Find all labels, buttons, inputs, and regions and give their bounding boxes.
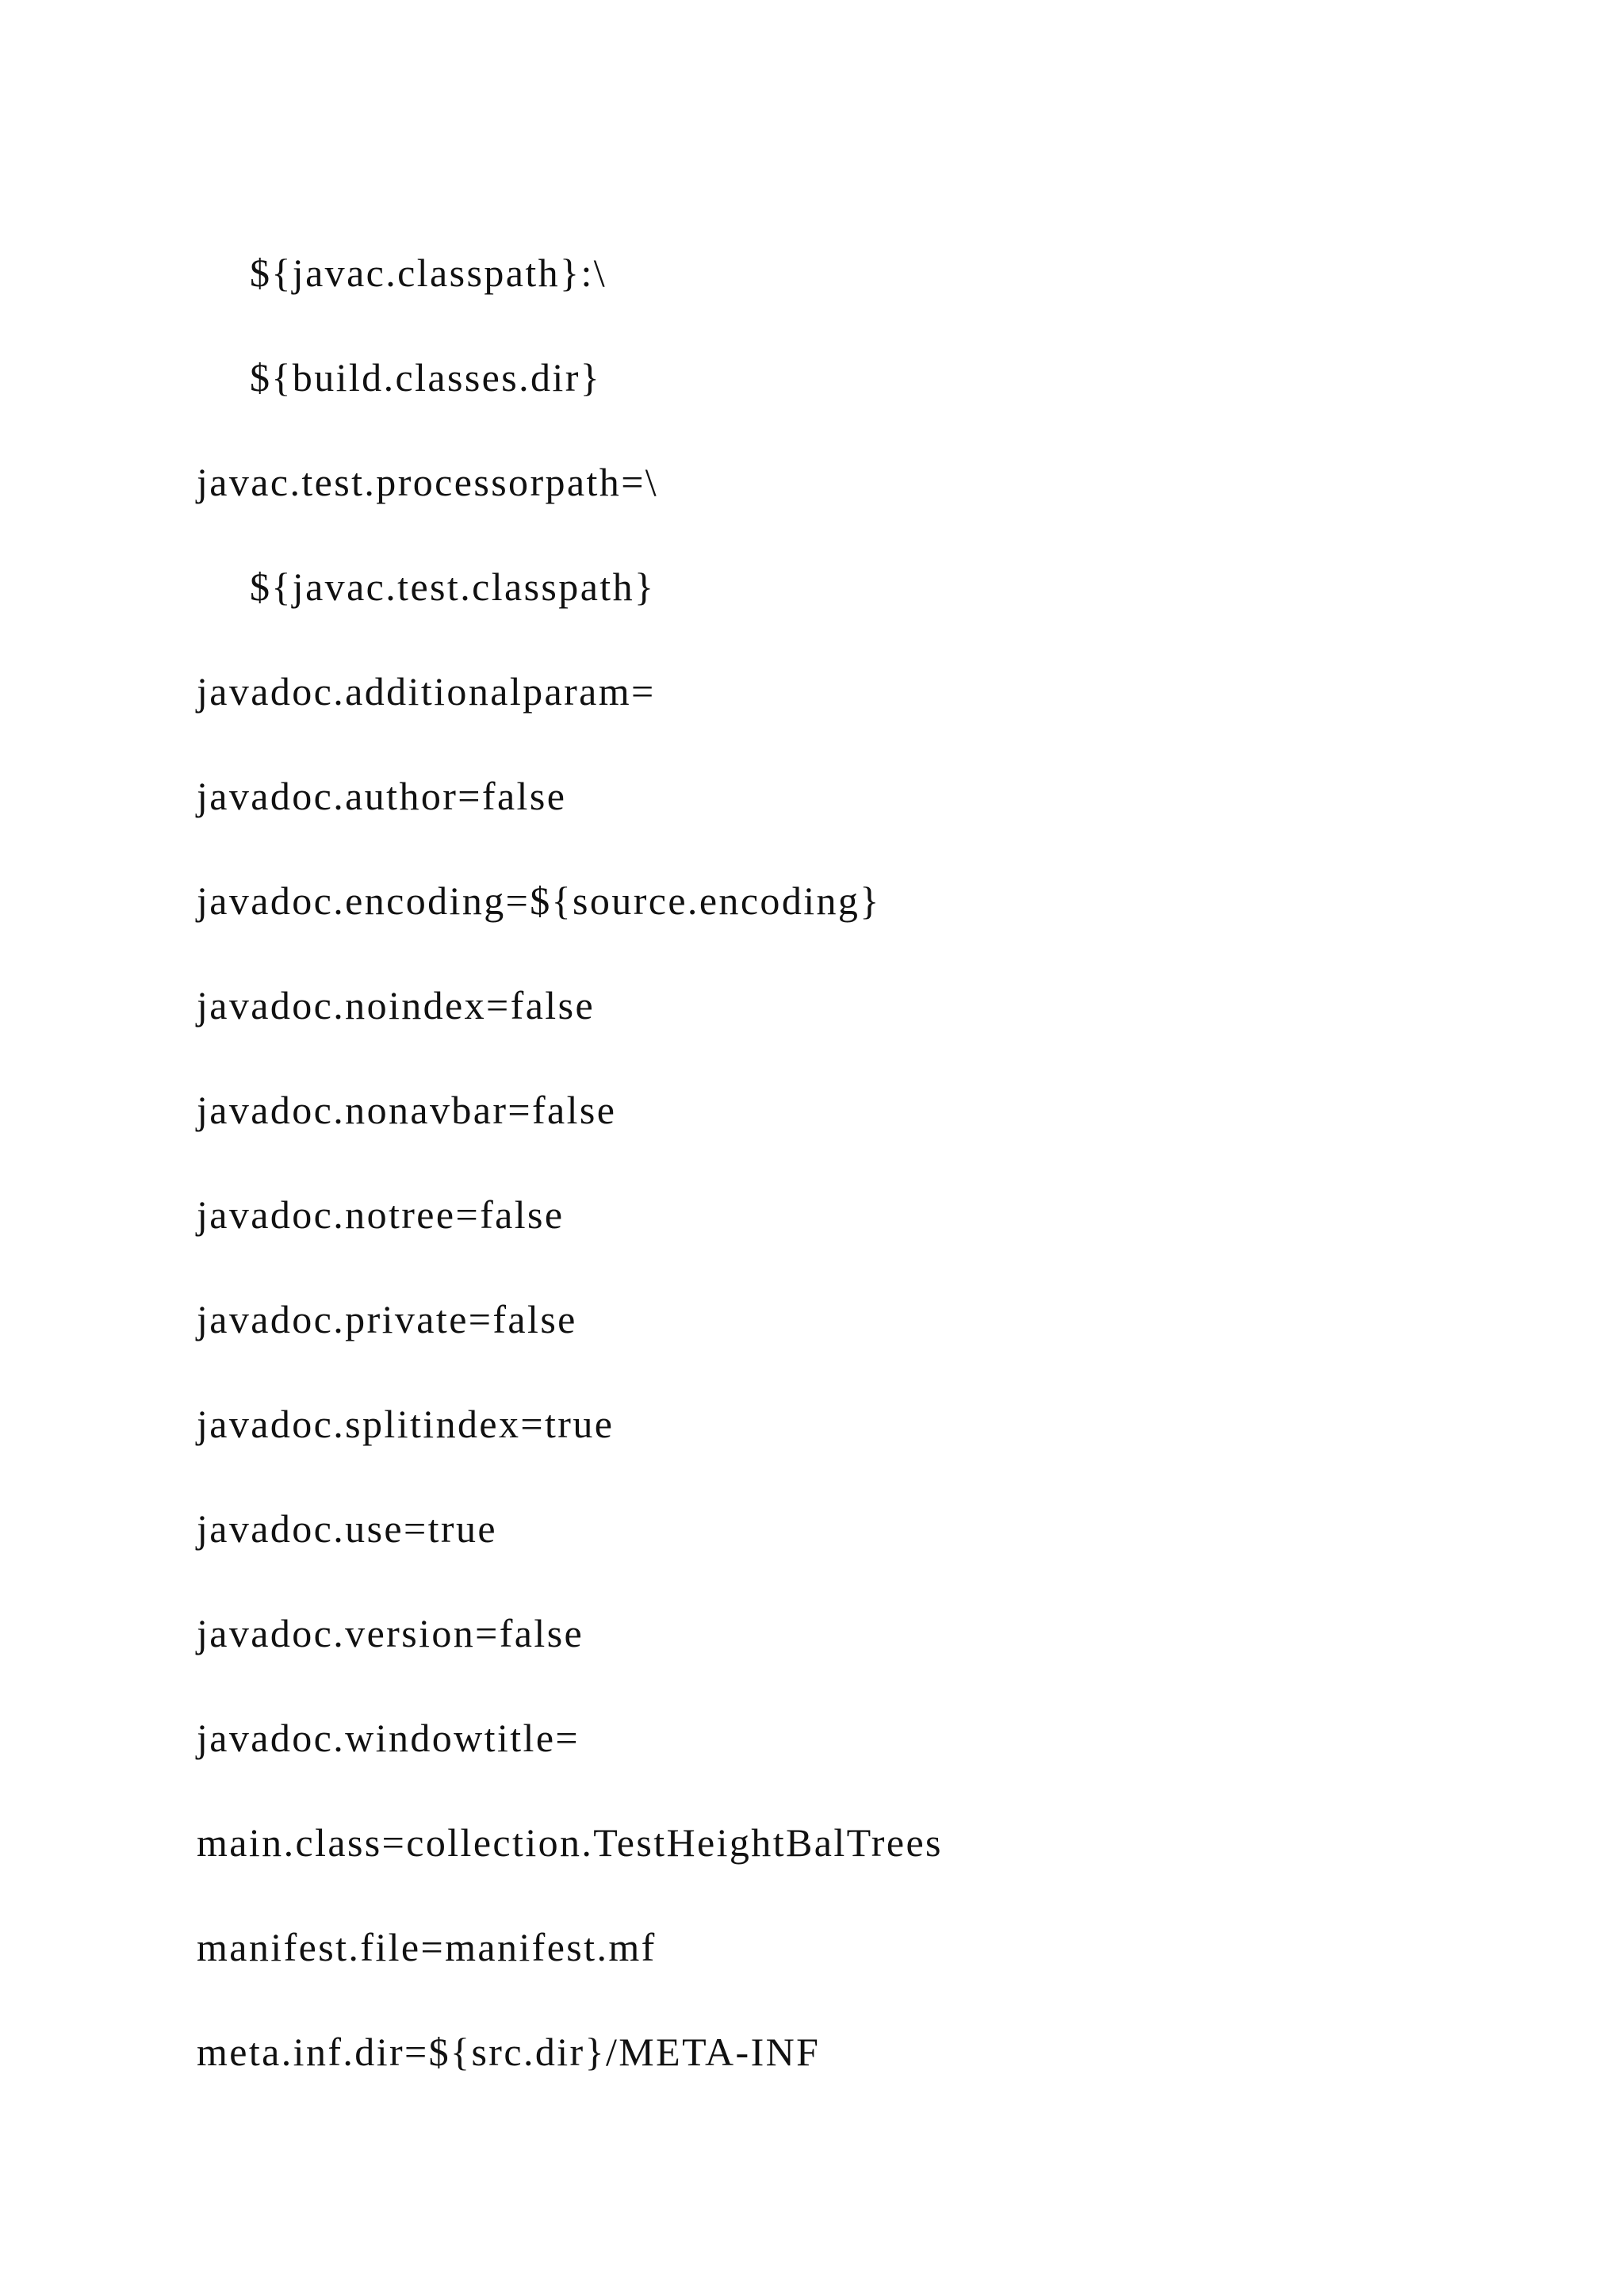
text-line-javadoc-noindex: javadoc.noindex=false bbox=[197, 983, 596, 1027]
text-line-javadoc-encoding: javadoc.encoding=${source.encoding} bbox=[197, 878, 881, 923]
text-line-javadoc-notree: javadoc.notree=false bbox=[197, 1192, 565, 1237]
text-line-javadoc-windowtitle: javadoc.windowtitle= bbox=[197, 1716, 580, 1760]
text-line-meta-inf-dir: meta.inf.dir=${src.dir}/META-INF bbox=[197, 2030, 821, 2074]
text-line-javac-classpath: ${javac.classpath}:\ bbox=[250, 251, 607, 295]
text-line-build-classes-dir: ${build.classes.dir} bbox=[250, 355, 602, 400]
text-line-javadoc-additionalparam: javadoc.additionalparam= bbox=[197, 669, 656, 714]
text-line-javadoc-use: javadoc.use=true bbox=[197, 1506, 497, 1551]
text-line-javadoc-author: javadoc.author=false bbox=[197, 774, 567, 818]
text-line-javadoc-splitindex: javadoc.splitindex=true bbox=[197, 1402, 615, 1446]
text-line-javadoc-version: javadoc.version=false bbox=[197, 1611, 584, 1655]
text-line-javadoc-private: javadoc.private=false bbox=[197, 1297, 577, 1341]
text-line-javadoc-nonavbar: javadoc.nonavbar=false bbox=[197, 1088, 617, 1132]
text-line-javac-test-processorpath: javac.test.processorpath=\ bbox=[197, 460, 659, 504]
text-line-manifest-file: manifest.file=manifest.mf bbox=[197, 1925, 657, 1969]
text-line-javac-test-classpath: ${javac.test.classpath} bbox=[250, 564, 656, 609]
text-line-main-class: main.class=collection.TestHeightBalTrees bbox=[197, 1820, 943, 1865]
